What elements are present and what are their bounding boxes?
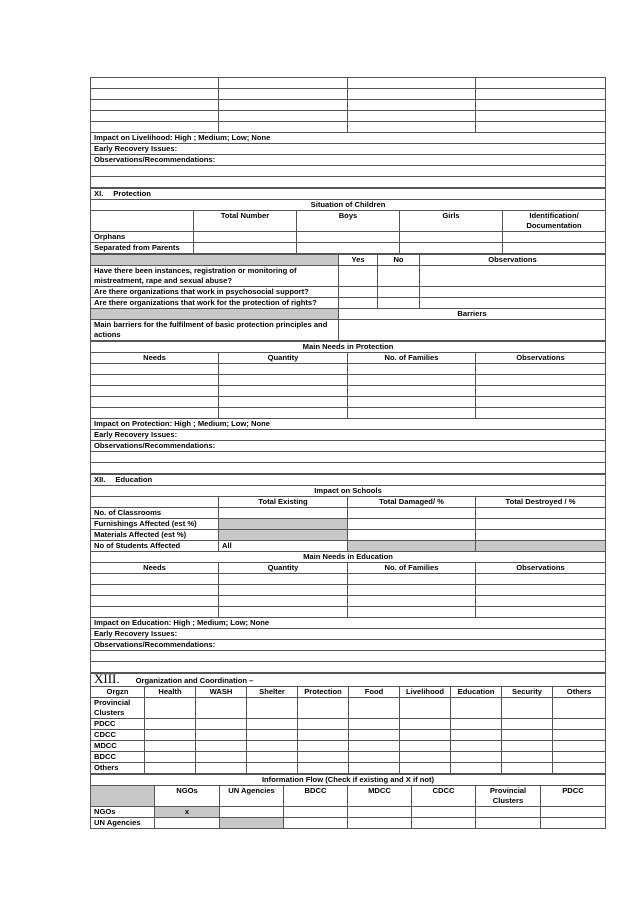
table-row — [91, 243, 606, 254]
col-observations: Observations — [420, 255, 606, 266]
impact-scale-label: : High ; Medium; Low; None — [169, 133, 271, 142]
col-girls: Girls — [400, 211, 503, 232]
col-barriers: Barriers — [339, 309, 606, 320]
table-row — [91, 100, 606, 111]
table-row — [91, 741, 606, 752]
children-header-row — [91, 211, 606, 232]
impact-area-label: Livelihood — [132, 133, 170, 142]
col-families: No. of Families — [348, 353, 476, 364]
section-title-row — [91, 674, 606, 687]
row-mdcc: MDCC — [91, 741, 145, 752]
row-separated: Separated from Parents — [91, 243, 194, 254]
blank-row — [91, 651, 606, 662]
row-others: Others — [91, 763, 145, 774]
row-cdcc: CDCC — [91, 730, 145, 741]
coordination-section-title: XIII. Organization and Coordination – — [91, 674, 606, 687]
col-total-number: Total Number — [194, 211, 297, 232]
education-impact-row: Impact on Education: High ; Medium; Low; None — [91, 618, 606, 629]
row-ngos: NGOs — [91, 807, 155, 818]
observations-row: Observations/Recommendations: — [91, 441, 606, 452]
col-total-damaged: Total Damaged/ % — [348, 497, 476, 508]
section-title-row — [91, 475, 606, 486]
early-recovery-row: Early Recovery Issues: — [91, 430, 606, 441]
protection-needs-table — [90, 341, 606, 474]
blank-row — [91, 452, 606, 463]
question-psychosocial: Are there organizations that work in psychosocial support? — [91, 287, 339, 298]
early-recovery-label[interactable]: Early Recovery Issues: — [91, 144, 606, 155]
col-others: Others — [553, 687, 606, 698]
col-pdcc: PDCC — [541, 786, 606, 807]
col-orgzn: Orgzn — [91, 687, 145, 698]
col-bdcc: BDCC — [284, 786, 348, 807]
early-recovery-row: Early Recovery Issues: — [91, 629, 606, 640]
table-row — [91, 397, 606, 408]
x-mark: x — [155, 807, 220, 818]
table-row — [91, 574, 606, 585]
blank-row — [91, 463, 606, 474]
protection-questions-table — [90, 254, 606, 341]
needs-header-row: Needs Quantity No. of Families Observations — [91, 563, 606, 574]
row-un-agencies: UN Agencies — [91, 818, 155, 829]
table-row — [91, 364, 606, 375]
question-abuse: Have there been instances, registration or monitoring of mistreatment, rape and sexual abuse? — [91, 266, 339, 287]
impact-prefix-label: Impact on — [94, 133, 130, 142]
coordination-header-row — [91, 687, 606, 698]
row-materials: Materials Affected (est %) — [91, 530, 219, 541]
table-row — [91, 519, 606, 530]
early-recovery-row — [91, 144, 606, 155]
question-row — [91, 298, 606, 309]
col-shelter: Shelter — [247, 687, 298, 698]
table-row — [91, 541, 606, 552]
assessment-form-page — [90, 77, 605, 829]
livelihood-impact-row — [91, 133, 606, 144]
col-un-agencies: UN Agencies — [220, 786, 284, 807]
table-row — [91, 596, 606, 607]
education-section-title: XII. Education — [91, 475, 606, 486]
observations-row: Observations/Recommendations: — [91, 640, 606, 651]
table-row — [91, 111, 606, 122]
table-row — [91, 607, 606, 618]
col-provincial-clusters: Provincial Clusters — [476, 786, 541, 807]
col-ngos: NGOs — [155, 786, 220, 807]
table-row — [91, 508, 606, 519]
row-pdcc: PDCC — [91, 719, 145, 730]
col-observations: Observations — [476, 353, 606, 364]
row-bdcc: BDCC — [91, 752, 145, 763]
education-needs-header: Main Needs in Education — [91, 552, 606, 563]
row-students: No of Students Affected — [91, 541, 219, 552]
table-row — [91, 122, 606, 133]
blank-row — [91, 662, 606, 673]
table-row — [91, 386, 606, 397]
information-flow-header: Information Flow (Check if existing and X if not) — [91, 775, 606, 786]
protection-needs-header: Main Needs in Protection — [91, 342, 606, 353]
col-identification: Identification/ Documentation — [503, 211, 606, 232]
col-wash: WASH — [196, 687, 247, 698]
table-row — [91, 719, 606, 730]
blank-row — [91, 166, 606, 177]
situation-of-children-header: Situation of Children — [91, 200, 606, 211]
row-furnishings: Furnishings Affected (est %) — [91, 519, 219, 530]
students-all-value: All — [219, 541, 348, 552]
schools-header-row — [91, 497, 606, 508]
table-row — [91, 585, 606, 596]
col-mdcc: MDCC — [348, 786, 412, 807]
col-security: Security — [502, 687, 553, 698]
question-row — [91, 320, 606, 341]
table-row — [91, 730, 606, 741]
observations-row — [91, 155, 606, 166]
question-barriers: Main barriers for the fulfilment of basic protection principles and actions — [91, 320, 339, 341]
col-food: Food — [349, 687, 400, 698]
table-row — [91, 763, 606, 774]
table-row — [91, 698, 606, 719]
table-row — [91, 807, 606, 818]
protection-section-table — [90, 188, 606, 254]
table-row — [91, 408, 606, 419]
blank-row — [91, 177, 606, 188]
col-boys: Boys — [297, 211, 400, 232]
col-cdcc: CDCC — [412, 786, 476, 807]
col-education: Education — [451, 687, 502, 698]
section-title-row — [91, 189, 606, 200]
livelihood-needs-table — [90, 77, 606, 188]
coordination-section-table — [90, 673, 606, 774]
col-quantity: Quantity — [219, 353, 348, 364]
information-flow-table — [90, 774, 606, 829]
col-health: Health — [145, 687, 196, 698]
question-row — [91, 287, 606, 298]
observations-label[interactable]: Observations/Recommendations: — [91, 155, 606, 166]
col-no: No — [378, 255, 420, 266]
table-row — [91, 78, 606, 89]
needs-header-row — [91, 353, 606, 364]
row-orphans: Orphans — [91, 232, 194, 243]
table-row — [91, 752, 606, 763]
col-total-existing: Total Existing — [219, 497, 348, 508]
row-classrooms: No. of Classrooms — [91, 508, 219, 519]
col-yes: Yes — [339, 255, 378, 266]
flow-header-row — [91, 786, 606, 807]
question-rights: Are there organizations that work for the protection of rights? — [91, 298, 339, 309]
question-row — [91, 266, 606, 287]
table-row — [91, 530, 606, 541]
table-row — [91, 818, 606, 829]
protection-impact-row: Impact on Protection: High ; Medium; Low; None — [91, 419, 606, 430]
table-row — [91, 89, 606, 100]
education-section-table — [90, 474, 606, 673]
table-row — [91, 375, 606, 386]
row-provincial-clusters: Provincial Clusters — [91, 698, 145, 719]
protection-section-title: XI. Protection — [91, 189, 606, 200]
col-protection: Protection — [298, 687, 349, 698]
yes-no-header-row — [91, 255, 606, 266]
barriers-header-row — [91, 309, 606, 320]
col-needs: Needs — [91, 353, 219, 364]
table-row — [91, 232, 606, 243]
col-livelihood: Livelihood — [400, 687, 451, 698]
impact-on-schools-header: Impact on Schools — [91, 486, 606, 497]
col-total-destroyed: Total Destroyed / % — [476, 497, 606, 508]
